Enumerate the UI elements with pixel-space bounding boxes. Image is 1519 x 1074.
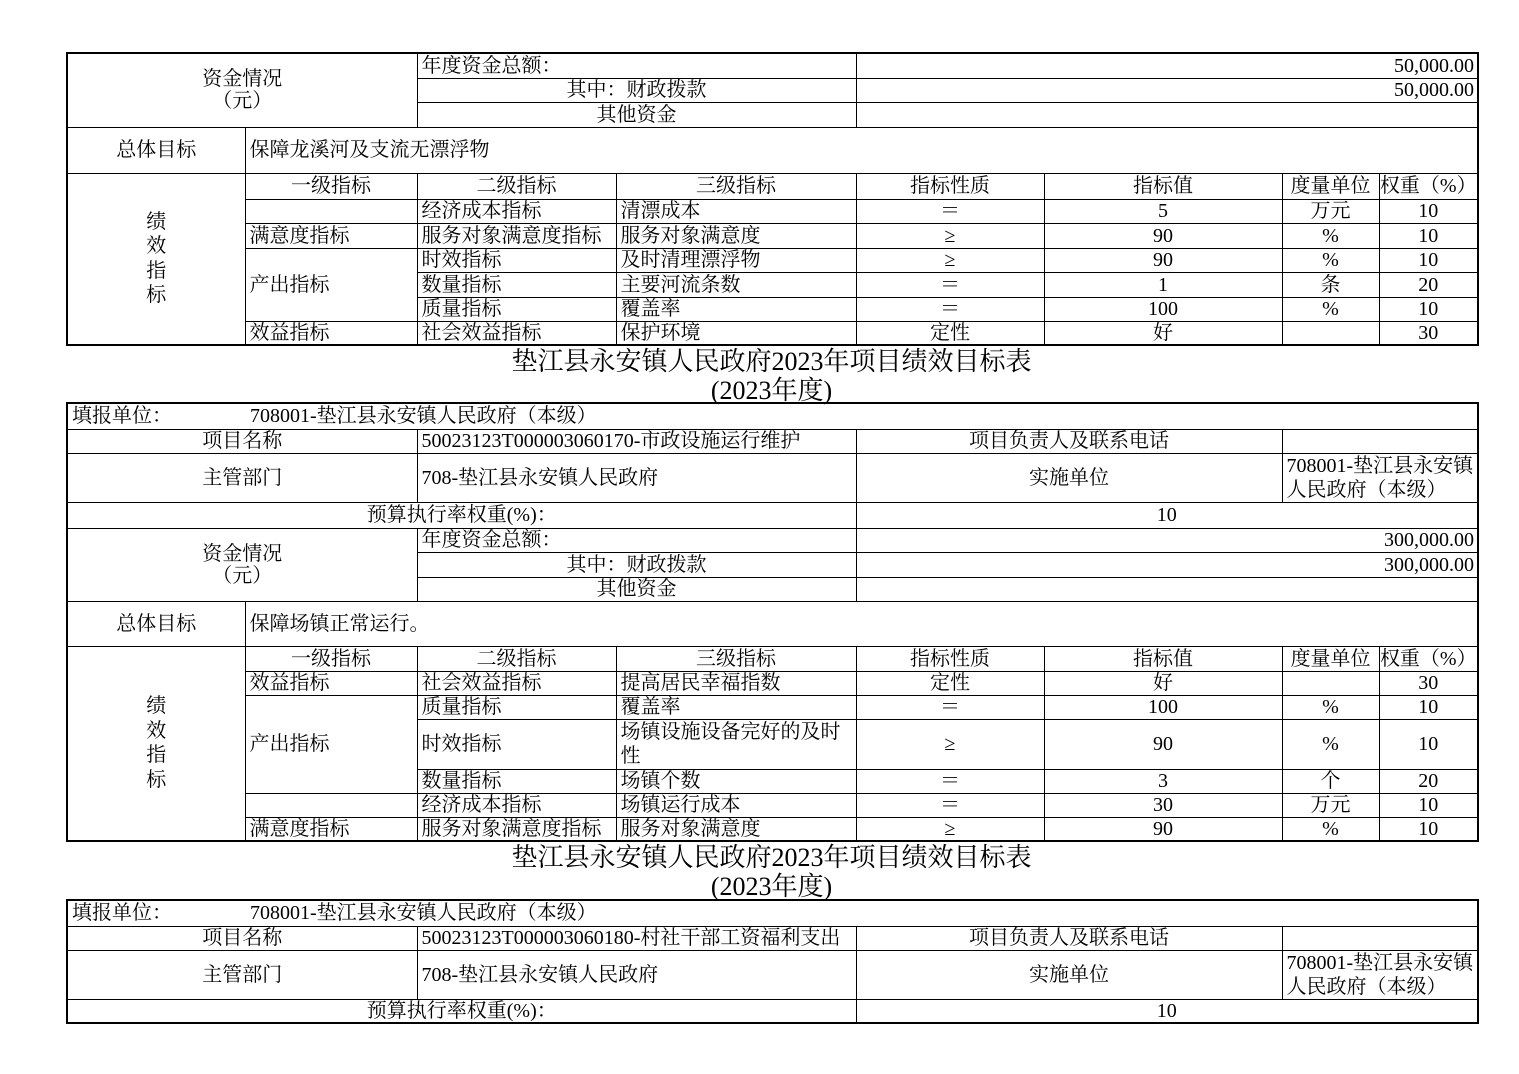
- budget-rate-label: 预算执行率权重(%)：: [67, 999, 856, 1023]
- indicator-nature: ＝: [856, 695, 1044, 719]
- funds-other-value: [856, 577, 1478, 601]
- table-subtitle: (2023年度): [710, 376, 833, 405]
- table-title: 垫江县永安镇人民政府2023年项目绩效目标表: [511, 843, 1032, 872]
- fill-unit-cell: [67, 900, 1478, 926]
- indicator-weight: 10: [1379, 297, 1478, 321]
- header-nature: 指标性质: [856, 173, 1044, 199]
- indicator-weight: 10: [1379, 248, 1478, 272]
- indicator-level3: 场镇设施设备完好的及时性: [616, 719, 856, 769]
- funds-label-cell: [67, 53, 417, 127]
- funds-row: [67, 53, 1478, 78]
- indicator-row: [67, 223, 1478, 248]
- indicator-weight: 10: [1379, 695, 1478, 719]
- indicator-level3: 覆盖率: [616, 297, 856, 321]
- implementing-unit-value: 708001-垫江县永安镇人民政府（本级）: [1282, 453, 1478, 502]
- indicator-level3: 服务对象满意度: [616, 817, 856, 841]
- indicator-weight: 10: [1379, 793, 1478, 817]
- indicator-level3: 提高居民幸福指数: [616, 671, 856, 695]
- overall-target-value: 保障龙溪河及支流无漂浮物: [245, 127, 1478, 173]
- indicator-nature: ＝: [856, 793, 1044, 817]
- indicator-level2: 质量指标: [417, 695, 616, 719]
- indicator-nature: ＝: [856, 297, 1044, 321]
- table-title-block: [66, 843, 1477, 901]
- indicator-level1: 满意度指标: [245, 223, 417, 248]
- department-label: 主管部门: [67, 453, 417, 502]
- indicators-side-cell: [67, 646, 245, 841]
- fill-unit-row: [67, 900, 1478, 926]
- indicator-weight: 30: [1379, 321, 1478, 345]
- indicator-level2: 数量指标: [417, 272, 616, 297]
- indicator-level3: 清漂成本: [616, 199, 856, 223]
- indicator-row: [67, 321, 1478, 345]
- indicator-value: 5: [1044, 199, 1282, 223]
- overall-target-row: [67, 127, 1478, 173]
- header-unit: 度量单位: [1282, 173, 1379, 199]
- department-row: [67, 950, 1478, 999]
- indicator-row: [67, 817, 1478, 841]
- indicator-level2: 时效指标: [417, 248, 616, 272]
- indicators-header-row: [67, 173, 1478, 199]
- indicator-nature: ≥: [856, 248, 1044, 272]
- indicator-value: 好: [1044, 321, 1282, 345]
- funds-fiscal-label: 其中：财政拨款: [417, 78, 856, 102]
- indicator-value: 100: [1044, 297, 1282, 321]
- project-name-label: 项目名称: [67, 926, 417, 950]
- indicator-level1: 效益指标: [245, 321, 417, 345]
- indicator-unit: %: [1282, 297, 1379, 321]
- indicator-level3: 覆盖率: [616, 695, 856, 719]
- indicators-side-label: 绩效指标: [146, 210, 167, 306]
- project-row: [67, 926, 1478, 950]
- overall-target-label: 总体目标: [67, 601, 245, 646]
- project-row: [67, 429, 1478, 453]
- indicator-level1: 产出指标: [245, 695, 417, 793]
- project-name-value: 50023123T000003060180-村社干部工资福利支出: [417, 926, 856, 950]
- header-weight: 权重（%）: [1379, 647, 1477, 670]
- project-name-value: 50023123T000003060170-市政设施运行维护: [417, 429, 856, 453]
- budget-rate-value: 10: [856, 502, 1478, 528]
- indicator-unit: %: [1282, 695, 1379, 719]
- indicator-level2: 服务对象满意度指标: [417, 817, 616, 841]
- indicator-weight: 10: [1379, 817, 1478, 841]
- indicator-level2: 数量指标: [417, 769, 616, 793]
- indicator-value: 90: [1044, 223, 1282, 248]
- section-2-table: [66, 402, 1479, 842]
- indicator-level1: 效益指标: [245, 671, 417, 695]
- indicator-value: 3: [1044, 769, 1282, 793]
- budget-rate-value: 10: [856, 999, 1478, 1023]
- funds-label: 资金情况: [202, 68, 283, 91]
- indicator-level3: 及时清理漂浮物: [616, 248, 856, 272]
- header-nature: 指标性质: [856, 646, 1044, 671]
- indicator-value: 30: [1044, 793, 1282, 817]
- funds-row: [67, 528, 1478, 552]
- header-unit: 度量单位: [1282, 646, 1379, 671]
- indicator-nature: ＝: [856, 769, 1044, 793]
- project-contact-label: 项目负责人及联系电话: [856, 926, 1282, 950]
- overall-target-value: 保障场镇正常运行。: [245, 601, 1478, 646]
- indicator-value: 好: [1044, 671, 1282, 695]
- indicator-unit: %: [1282, 223, 1379, 248]
- indicator-level2: 经济成本指标: [417, 793, 616, 817]
- department-value: 708-垫江县永安镇人民政府: [417, 453, 856, 502]
- indicator-row: [67, 695, 1478, 719]
- indicator-level2: 服务对象满意度指标: [417, 223, 616, 248]
- indicator-weight: 20: [1379, 272, 1478, 297]
- department-row: [67, 453, 1478, 502]
- indicator-nature: ＝: [856, 199, 1044, 223]
- header-level2: 二级指标: [417, 646, 616, 671]
- funds-label: 资金情况: [202, 542, 283, 565]
- section-3-table: [66, 899, 1479, 1024]
- department-label: 主管部门: [67, 950, 417, 999]
- fill-unit-value: 708001-垫江县永安镇人民政府（本级）: [250, 902, 597, 925]
- funds-unit: （元）: [212, 90, 273, 113]
- indicator-level3: 场镇运行成本: [616, 793, 856, 817]
- overall-target-row: [67, 601, 1478, 646]
- funds-fiscal-value: 300,000.00: [856, 552, 1478, 577]
- fill-unit-row: [67, 403, 1478, 429]
- project-contact-label: 项目负责人及联系电话: [856, 429, 1282, 453]
- funds-total-label: 年度资金总额：: [417, 528, 856, 552]
- fill-unit-label: 填报单位：: [72, 405, 172, 428]
- indicator-nature: ≥: [856, 223, 1044, 248]
- header-level1: 一级指标: [245, 173, 417, 199]
- header-level3: 三级指标: [616, 646, 856, 671]
- implementing-unit-label: 实施单位: [856, 950, 1282, 999]
- fill-unit-label: 填报单位：: [72, 902, 172, 925]
- indicator-weight: 10: [1379, 199, 1478, 223]
- funds-other-value: [856, 102, 1478, 127]
- indicator-value: 1: [1044, 272, 1282, 297]
- funds-label-cell: [67, 528, 417, 601]
- budget-rate-label: 预算执行率权重(%)：: [67, 502, 856, 528]
- funds-fiscal-value: 50,000.00: [856, 78, 1478, 102]
- project-contact-value: [1282, 926, 1478, 950]
- header-level3: 三级指标: [616, 173, 856, 199]
- indicator-level1: [245, 199, 417, 223]
- indicator-unit: 条: [1282, 272, 1379, 297]
- budget-rate-row: [67, 999, 1478, 1023]
- section-1-table: [66, 52, 1479, 346]
- table-title: 垫江县永安镇人民政府2023年项目绩效目标表: [511, 347, 1032, 376]
- indicator-row: [67, 248, 1478, 272]
- implementing-unit-label: 实施单位: [856, 453, 1282, 502]
- indicator-level1: 产出指标: [245, 248, 417, 321]
- indicator-level2: 时效指标: [417, 719, 616, 769]
- header-weight: 权重（%）: [1379, 175, 1477, 197]
- indicators-header-row: [67, 646, 1478, 671]
- overall-target-label: 总体目标: [67, 127, 245, 173]
- table-title-block: [66, 347, 1477, 405]
- indicator-nature: 定性: [856, 321, 1044, 345]
- header-level1: 一级指标: [245, 646, 417, 671]
- header-level2: 二级指标: [417, 173, 616, 199]
- indicator-nature: ≥: [856, 817, 1044, 841]
- indicator-unit: %: [1282, 248, 1379, 272]
- indicator-weight: 30: [1379, 671, 1478, 695]
- project-contact-value: [1282, 429, 1478, 453]
- indicator-row: [67, 793, 1478, 817]
- department-value: 708-垫江县永安镇人民政府: [417, 950, 856, 999]
- indicator-weight: 20: [1379, 769, 1478, 793]
- indicator-unit: [1282, 671, 1379, 695]
- fill-unit-value: 708001-垫江县永安镇人民政府（本级）: [250, 405, 597, 428]
- indicator-level3: 保护环境: [616, 321, 856, 345]
- indicator-unit: %: [1282, 719, 1379, 769]
- indicator-unit: [1282, 321, 1379, 345]
- indicator-level2: 经济成本指标: [417, 199, 616, 223]
- funds-total-label: 年度资金总额：: [417, 53, 856, 78]
- funds-total-value: 50,000.00: [856, 53, 1478, 78]
- funds-other-label: 其他资金: [417, 102, 856, 127]
- budget-rate-row: [67, 502, 1478, 528]
- indicator-weight: 10: [1379, 223, 1478, 248]
- table-subtitle: (2023年度): [710, 872, 833, 901]
- indicators-side-cell: [67, 173, 245, 345]
- fill-unit-cell: [67, 403, 1478, 429]
- indicator-level1: 满意度指标: [245, 817, 417, 841]
- indicator-value: 90: [1044, 817, 1282, 841]
- indicator-value: 90: [1044, 248, 1282, 272]
- indicator-unit: 个: [1282, 769, 1379, 793]
- indicator-nature: ≥: [856, 719, 1044, 769]
- indicator-level3: 主要河流条数: [616, 272, 856, 297]
- project-name-label: 项目名称: [67, 429, 417, 453]
- indicator-weight: 10: [1379, 719, 1478, 769]
- funds-fiscal-label: 其中：财政拨款: [417, 552, 856, 577]
- indicator-level3: 场镇个数: [616, 769, 856, 793]
- indicator-nature: ＝: [856, 272, 1044, 297]
- funds-other-label: 其他资金: [417, 577, 856, 601]
- indicator-level1: [245, 793, 417, 817]
- indicator-value: 90: [1044, 719, 1282, 769]
- indicator-value: 100: [1044, 695, 1282, 719]
- funds-unit: （元）: [212, 564, 273, 587]
- indicator-level3: 服务对象满意度: [616, 223, 856, 248]
- implementing-unit-value: 708001-垫江县永安镇人民政府（本级）: [1282, 950, 1478, 999]
- indicator-unit: 万元: [1282, 793, 1379, 817]
- indicator-level2: 质量指标: [417, 297, 616, 321]
- indicator-level2: 社会效益指标: [417, 671, 616, 695]
- indicators-side-label: 绩效指标: [146, 695, 167, 791]
- indicator-nature: 定性: [856, 671, 1044, 695]
- header-value: 指标值: [1044, 173, 1282, 199]
- indicator-unit: 万元: [1282, 199, 1379, 223]
- header-value: 指标值: [1044, 646, 1282, 671]
- indicator-row: [67, 671, 1478, 695]
- indicator-level2: 社会效益指标: [417, 321, 616, 345]
- funds-total-value: 300,000.00: [856, 528, 1478, 552]
- indicator-unit: %: [1282, 817, 1379, 841]
- indicator-row: [67, 199, 1478, 223]
